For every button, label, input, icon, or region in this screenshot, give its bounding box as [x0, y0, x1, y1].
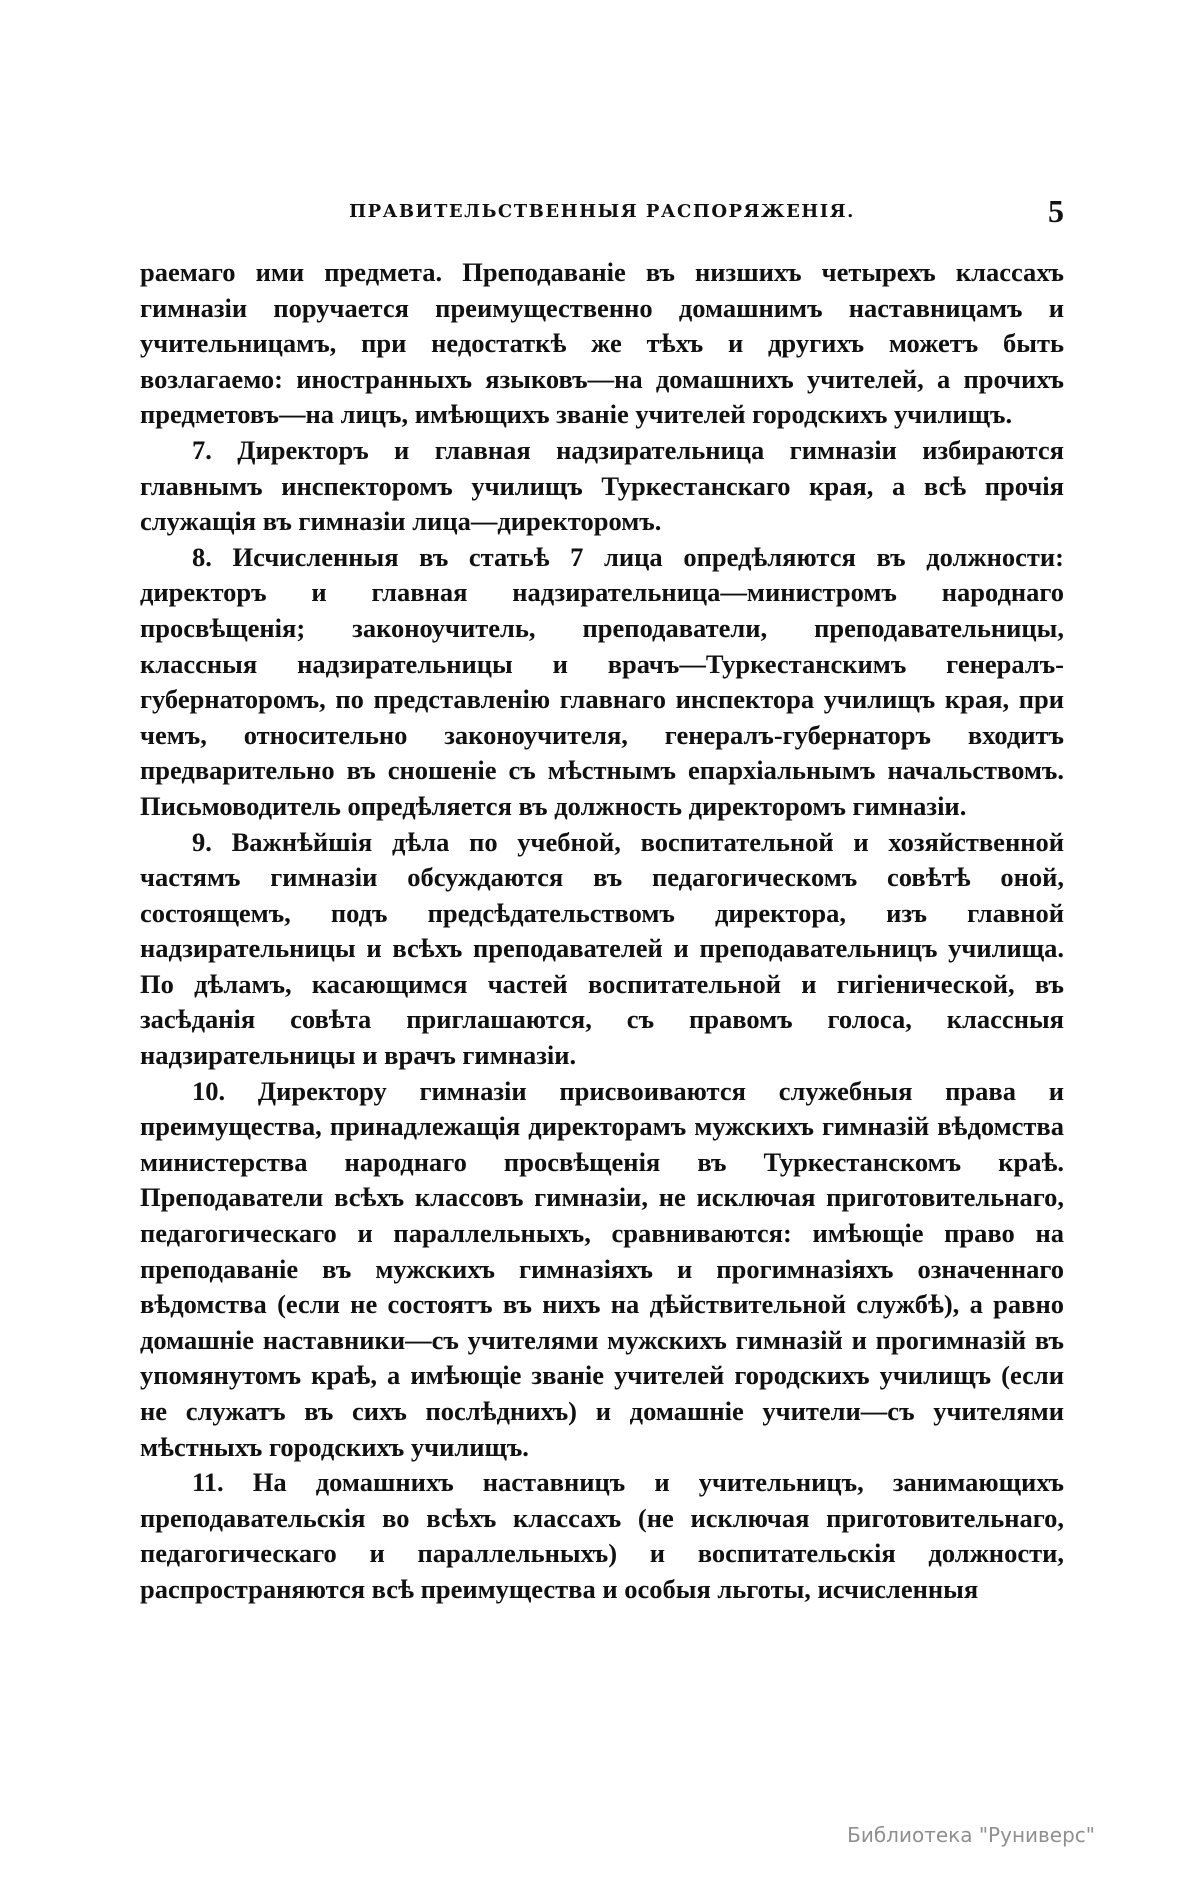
paragraph-article-8: 8. Исчисленныя въ статьѣ 7 лица опредѣляются въ должности: директоръ и главная надзирательница—министромъ народнаго просвѣщенія; законоучитель, преподаватели, преподавательницы, классныя надзирательницы и врачъ—Туркестанскимъ генералъ-губернаторомъ, по представленію главнаго инспектора училищъ края, при чемъ, относительно законоучителя, генералъ-губернаторъ входитъ предварительно въ сношеніе съ мѣстнымъ епархіальнымъ начальствомъ. Письмоводитель опредѣляется въ должность директоромъ гимназіи.	[140, 541, 1064, 821]
paragraph-article-9: 9. Важнѣйшія дѣла по учебной, воспитательной и хозяйственной частямъ гимназіи обсуждаются въ педагогическомъ совѣтѣ оной, состоящемъ, подъ предсѣдательствомъ директора, изъ главной надзирательницы и всѣхъ преподавателей и преподавательницъ училища. По дѣламъ, касающимся частей воспитательной и гигіенической, въ засѣданія совѣта приглашаются, съ правомъ голоса, классныя надзирательницы и врачъ гимназіи.	[140, 826, 1064, 1071]
running-title: ПРАВИТЕЛЬСТВЕННЫЯ РАСПОРЯЖЕНІЯ.	[349, 201, 855, 222]
page-number: 5	[1048, 193, 1064, 229]
library-watermark: Библиотека "Руниверс"	[847, 1823, 1095, 1847]
paragraph-article-10: 10. Директору гимназіи присвоиваются служебныя права и преимущества, принадлежащія директорамъ мужскихъ гимназій вѣдомства министерства народнаго просвѣщенія въ Туркестанскомъ краѣ. Преподаватели всѣхъ классовъ гимназіи, не исключая приготовительнаго, педагогическаго и параллельныхъ, сравниваются: имѣющіе право на преподаваніе въ мужскихъ гимназіяхъ и прогимназіяхъ означеннаго вѣдомства (если не состоятъ въ нихъ на дѣйствительной службѣ), а равно домашніе наставники—съ учителями мужскихъ гимназій и прогимназій въ упомянутомъ краѣ, а имѣющіе званіе учителей городскихъ училищъ (если не служатъ въ сихъ послѣднихъ) и домашніе учители—съ учителями мѣстныхъ городскихъ училищъ.	[140, 1075, 1064, 1462]
body-text	[140, 255, 1064, 1608]
running-head	[140, 193, 1064, 233]
paragraph-article-7: 7. Директоръ и главная надзирательница гимназіи избираются главнымъ инспекторомъ училищъ Туркестанскаго края, а всѣ прочія служащія въ гимназіи лица—директоромъ.	[140, 434, 1064, 537]
paragraph-continuation: раемаго ими предмета. Преподаваніе въ низшихъ четырехъ классахъ гимназіи поручается преимущественно домашнимъ наставницамъ и учительницамъ, при недостаткѣ же тѣхъ и другихъ можетъ быть возлагаемо: иностранныхъ языковъ—на домашнихъ учителей, а прочихъ предметовъ—на лицъ, имѣющихъ званіе учителей городскихъ училищъ.	[140, 257, 1064, 430]
paragraph-article-11: 11. На домашнихъ наставницъ и учительницъ, занимающихъ преподавательскія во всѣхъ классахъ (не исключая приготовительнаго, педагогическаго и параллельныхъ) и воспитательскія должности, распространяются всѣ преимущества и особыя льготы, исчисленныя	[140, 1467, 1064, 1604]
